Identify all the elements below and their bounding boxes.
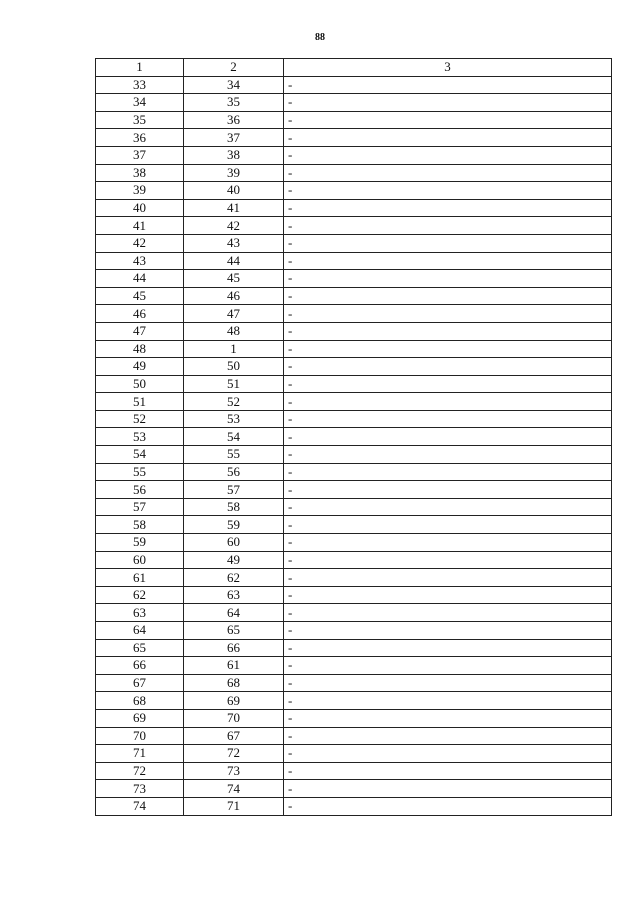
table-cell: 38 [96, 164, 184, 182]
table-cell: 54 [96, 446, 184, 464]
table-cell: 71 [96, 745, 184, 763]
table-row [96, 305, 612, 323]
table-cell: - [284, 305, 612, 323]
column-header-3: 3 [284, 59, 612, 77]
table-row [96, 586, 612, 604]
table-cell: 44 [184, 252, 284, 270]
table-cell: 61 [184, 657, 284, 675]
table-row [96, 234, 612, 252]
table-cell: 36 [96, 129, 184, 147]
table-cell: 52 [96, 410, 184, 428]
table-cell: 73 [96, 780, 184, 798]
table-row [96, 674, 612, 692]
table-cell: - [284, 709, 612, 727]
table-row [96, 182, 612, 200]
table-cell: - [284, 727, 612, 745]
table-cell: 42 [184, 217, 284, 235]
table-cell: 64 [184, 604, 284, 622]
table-cell: 53 [96, 428, 184, 446]
table-row [96, 481, 612, 499]
table-cell: 52 [184, 393, 284, 411]
table-row [96, 94, 612, 112]
table-cell: 55 [184, 446, 284, 464]
table-cell: 64 [96, 622, 184, 640]
table-cell: - [284, 76, 612, 94]
table-cell: - [284, 586, 612, 604]
table-cell: 40 [184, 182, 284, 200]
table-cell: 58 [96, 516, 184, 534]
table-cell: 71 [184, 797, 284, 815]
table-cell: 36 [184, 111, 284, 129]
table-cell: 57 [184, 481, 284, 499]
table-row [96, 446, 612, 464]
table-cell: 72 [96, 762, 184, 780]
table-cell: 73 [184, 762, 284, 780]
table-cell: 68 [96, 692, 184, 710]
table-cell: 60 [96, 551, 184, 569]
table-row [96, 199, 612, 217]
table-cell: - [284, 604, 612, 622]
table-cell: - [284, 252, 612, 270]
table-cell: - [284, 146, 612, 164]
table-cell: - [284, 692, 612, 710]
table-cell: 50 [184, 358, 284, 376]
table-cell: 57 [96, 498, 184, 516]
table-row [96, 217, 612, 235]
table-row [96, 657, 612, 675]
table-cell: 35 [184, 94, 284, 112]
table-row [96, 709, 612, 727]
table-row [96, 129, 612, 147]
table-cell: - [284, 463, 612, 481]
table-cell: 47 [96, 322, 184, 340]
table-cell: - [284, 94, 612, 112]
table-cell: - [284, 745, 612, 763]
table-cell: 63 [96, 604, 184, 622]
table-cell: - [284, 287, 612, 305]
table-cell: 65 [184, 622, 284, 640]
table-row [96, 745, 612, 763]
table-cell: 51 [96, 393, 184, 411]
table-cell: 44 [96, 270, 184, 288]
table-cell: 56 [184, 463, 284, 481]
table-cell: - [284, 322, 612, 340]
table-row [96, 797, 612, 815]
table-cell: - [284, 622, 612, 640]
table-cell: - [284, 199, 612, 217]
table-cell: 47 [184, 305, 284, 323]
table-cell: 46 [96, 305, 184, 323]
table-cell: 74 [96, 797, 184, 815]
table-cell: - [284, 428, 612, 446]
table-cell: - [284, 481, 612, 499]
table-cell: - [284, 516, 612, 534]
table-cell: 67 [184, 727, 284, 745]
table-cell: 48 [184, 322, 284, 340]
table-row [96, 146, 612, 164]
table-row [96, 164, 612, 182]
table-cell: - [284, 446, 612, 464]
table-row [96, 551, 612, 569]
table-row [96, 569, 612, 587]
table-row [96, 428, 612, 446]
table-cell: 45 [184, 270, 284, 288]
table-cell: - [284, 780, 612, 798]
table-row [96, 410, 612, 428]
table-cell: 54 [184, 428, 284, 446]
table-cell: - [284, 534, 612, 552]
table-cell: 50 [96, 375, 184, 393]
table-cell: 38 [184, 146, 284, 164]
table-cell: - [284, 340, 612, 358]
table-cell: 43 [96, 252, 184, 270]
table-cell: 53 [184, 410, 284, 428]
table-row [96, 534, 612, 552]
table-cell: - [284, 393, 612, 411]
table-row [96, 252, 612, 270]
table-cell: 34 [96, 94, 184, 112]
table-cell: - [284, 498, 612, 516]
table-row [96, 375, 612, 393]
table-header-row [96, 59, 612, 77]
column-header-2: 2 [184, 59, 284, 77]
page-number: 88 [315, 32, 325, 43]
table-cell: 60 [184, 534, 284, 552]
table-cell: 58 [184, 498, 284, 516]
table-cell: - [284, 375, 612, 393]
table-cell: 37 [184, 129, 284, 147]
table-cell: - [284, 270, 612, 288]
table-cell: - [284, 639, 612, 657]
table-cell: 62 [96, 586, 184, 604]
table-row [96, 604, 612, 622]
table-cell: - [284, 217, 612, 235]
table-row [96, 780, 612, 798]
table-row [96, 622, 612, 640]
table-cell: 39 [184, 164, 284, 182]
table-cell: 66 [184, 639, 284, 657]
table-row [96, 516, 612, 534]
table-cell: 61 [96, 569, 184, 587]
table-cell: - [284, 410, 612, 428]
table-row [96, 762, 612, 780]
table-row [96, 639, 612, 657]
table-cell: - [284, 674, 612, 692]
table-cell: - [284, 358, 612, 376]
table-cell: 37 [96, 146, 184, 164]
table-cell: - [284, 129, 612, 147]
table-cell: 68 [184, 674, 284, 692]
table-cell: 74 [184, 780, 284, 798]
table-row [96, 393, 612, 411]
table-cell: 55 [96, 463, 184, 481]
table-cell: - [284, 111, 612, 129]
table-cell: 33 [96, 76, 184, 94]
table-row [96, 76, 612, 94]
table-row [96, 692, 612, 710]
table-cell: 42 [96, 234, 184, 252]
table-cell: 51 [184, 375, 284, 393]
table-cell: 40 [96, 199, 184, 217]
table-cell: 69 [96, 709, 184, 727]
table-row [96, 111, 612, 129]
table-row [96, 358, 612, 376]
table-cell: 39 [96, 182, 184, 200]
table-cell: 46 [184, 287, 284, 305]
table-row [96, 287, 612, 305]
table-cell: 59 [184, 516, 284, 534]
table-cell: 70 [184, 709, 284, 727]
table-cell: - [284, 182, 612, 200]
table-row [96, 463, 612, 481]
table-cell: 70 [96, 727, 184, 745]
data-table [95, 58, 612, 816]
table-cell: 72 [184, 745, 284, 763]
table-row [96, 270, 612, 288]
table-cell: - [284, 164, 612, 182]
table-cell: 41 [184, 199, 284, 217]
table-row [96, 498, 612, 516]
table-cell: 69 [184, 692, 284, 710]
table-cell: 62 [184, 569, 284, 587]
table-cell: - [284, 551, 612, 569]
table-cell: 41 [96, 217, 184, 235]
table-cell: - [284, 657, 612, 675]
table-cell: 35 [96, 111, 184, 129]
table-cell: 1 [184, 340, 284, 358]
table-cell: 49 [184, 551, 284, 569]
table-cell: - [284, 569, 612, 587]
table-row [96, 340, 612, 358]
table-cell: 67 [96, 674, 184, 692]
table-cell: - [284, 762, 612, 780]
table-cell: 34 [184, 76, 284, 94]
table-cell: 49 [96, 358, 184, 376]
table-cell: 59 [96, 534, 184, 552]
table-cell: - [284, 234, 612, 252]
table-cell: - [284, 797, 612, 815]
table-cell: 48 [96, 340, 184, 358]
column-header-1: 1 [96, 59, 184, 77]
table-row [96, 322, 612, 340]
table-cell: 63 [184, 586, 284, 604]
table-cell: 45 [96, 287, 184, 305]
table-cell: 56 [96, 481, 184, 499]
table-cell: 66 [96, 657, 184, 675]
table-cell: 65 [96, 639, 184, 657]
table-cell: 43 [184, 234, 284, 252]
table-row [96, 727, 612, 745]
